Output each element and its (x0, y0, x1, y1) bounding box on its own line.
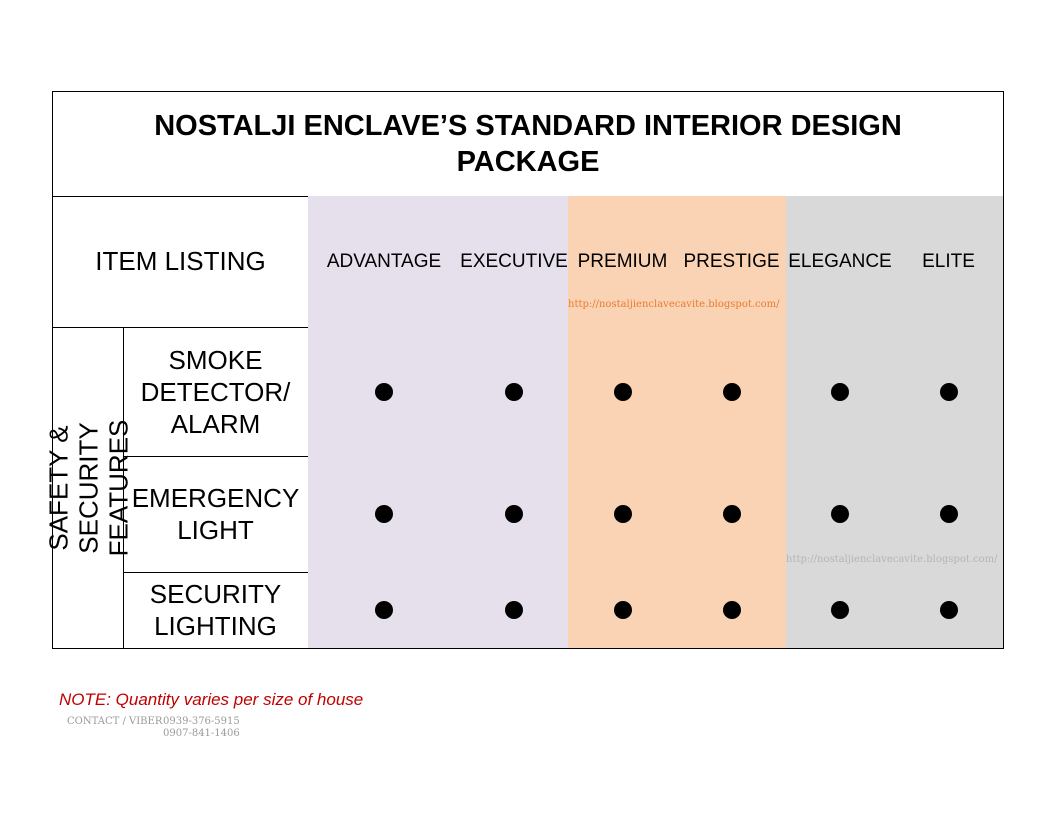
check-cell (786, 572, 895, 649)
check-cell (894, 572, 1004, 649)
included-dot (614, 601, 632, 619)
contact-phone: 0939-376-5915 (163, 716, 240, 727)
item-listing-header (52, 196, 309, 328)
check-cell (568, 327, 678, 457)
watermark-url: http://nostaljienclavecavite.blogspot.com/ (786, 554, 998, 565)
note-text: NOTE: Quantity varies per size of house (59, 690, 364, 709)
package-header-elegance: ELEGANCE (786, 196, 895, 328)
package-header-premium: PREMIUM (568, 196, 678, 328)
included-dot (940, 601, 958, 619)
contact-info (67, 716, 240, 740)
row-label-smoke-detector: SMOKE DETECTOR/ ALARM (123, 327, 309, 457)
category-cell (43, 327, 133, 649)
package-header-advantage: ADVANTAGE (308, 196, 461, 328)
item-listing-label: ITEM LISTING (95, 246, 266, 276)
watermark-url: http://nostaljienclavecavite.blogspot.com/ (568, 299, 780, 310)
included-dot (723, 601, 741, 619)
package-header-prestige: PRESTIGE (677, 196, 787, 328)
check-cell (308, 327, 461, 457)
included-dot (614, 505, 632, 523)
check-cell (460, 572, 569, 649)
check-cell (677, 572, 787, 649)
included-dot (723, 505, 741, 523)
included-dot (831, 505, 849, 523)
check-cell (308, 572, 461, 649)
contact-phone: 0907-841-1406 (163, 728, 240, 739)
included-dot (375, 601, 393, 619)
package-header-executive: EXECUTIVE (460, 196, 569, 328)
check-cell (786, 327, 895, 457)
table-title: NOSTALJI ENCLAVE’S STANDARD INTERIOR DESIGN PACKAGE (154, 110, 902, 178)
included-dot (505, 601, 523, 619)
check-cell (677, 456, 787, 573)
included-dot (940, 383, 958, 401)
included-dot (831, 383, 849, 401)
row-label-security-lighting: SECURITY LIGHTING (123, 572, 309, 649)
table-title-cell (52, 91, 1004, 197)
included-dot (614, 383, 632, 401)
row-label-emergency-light: EMERGENCY LIGHT (123, 456, 309, 573)
included-dot (375, 383, 393, 401)
included-dot (940, 505, 958, 523)
check-cell (568, 572, 678, 649)
package-header-elite: ELITE (894, 196, 1004, 328)
included-dot (375, 505, 393, 523)
category-label: SAFETY & SECURITY FEATURES (43, 419, 133, 556)
included-dot (505, 505, 523, 523)
included-dot (723, 383, 741, 401)
contact-label: CONTACT / VIBER (67, 716, 163, 727)
check-cell (460, 327, 569, 457)
check-cell (894, 327, 1004, 457)
check-cell (677, 327, 787, 457)
included-dot (505, 383, 523, 401)
check-cell (308, 456, 461, 573)
check-cell (460, 456, 569, 573)
check-cell (568, 456, 678, 573)
included-dot (831, 601, 849, 619)
